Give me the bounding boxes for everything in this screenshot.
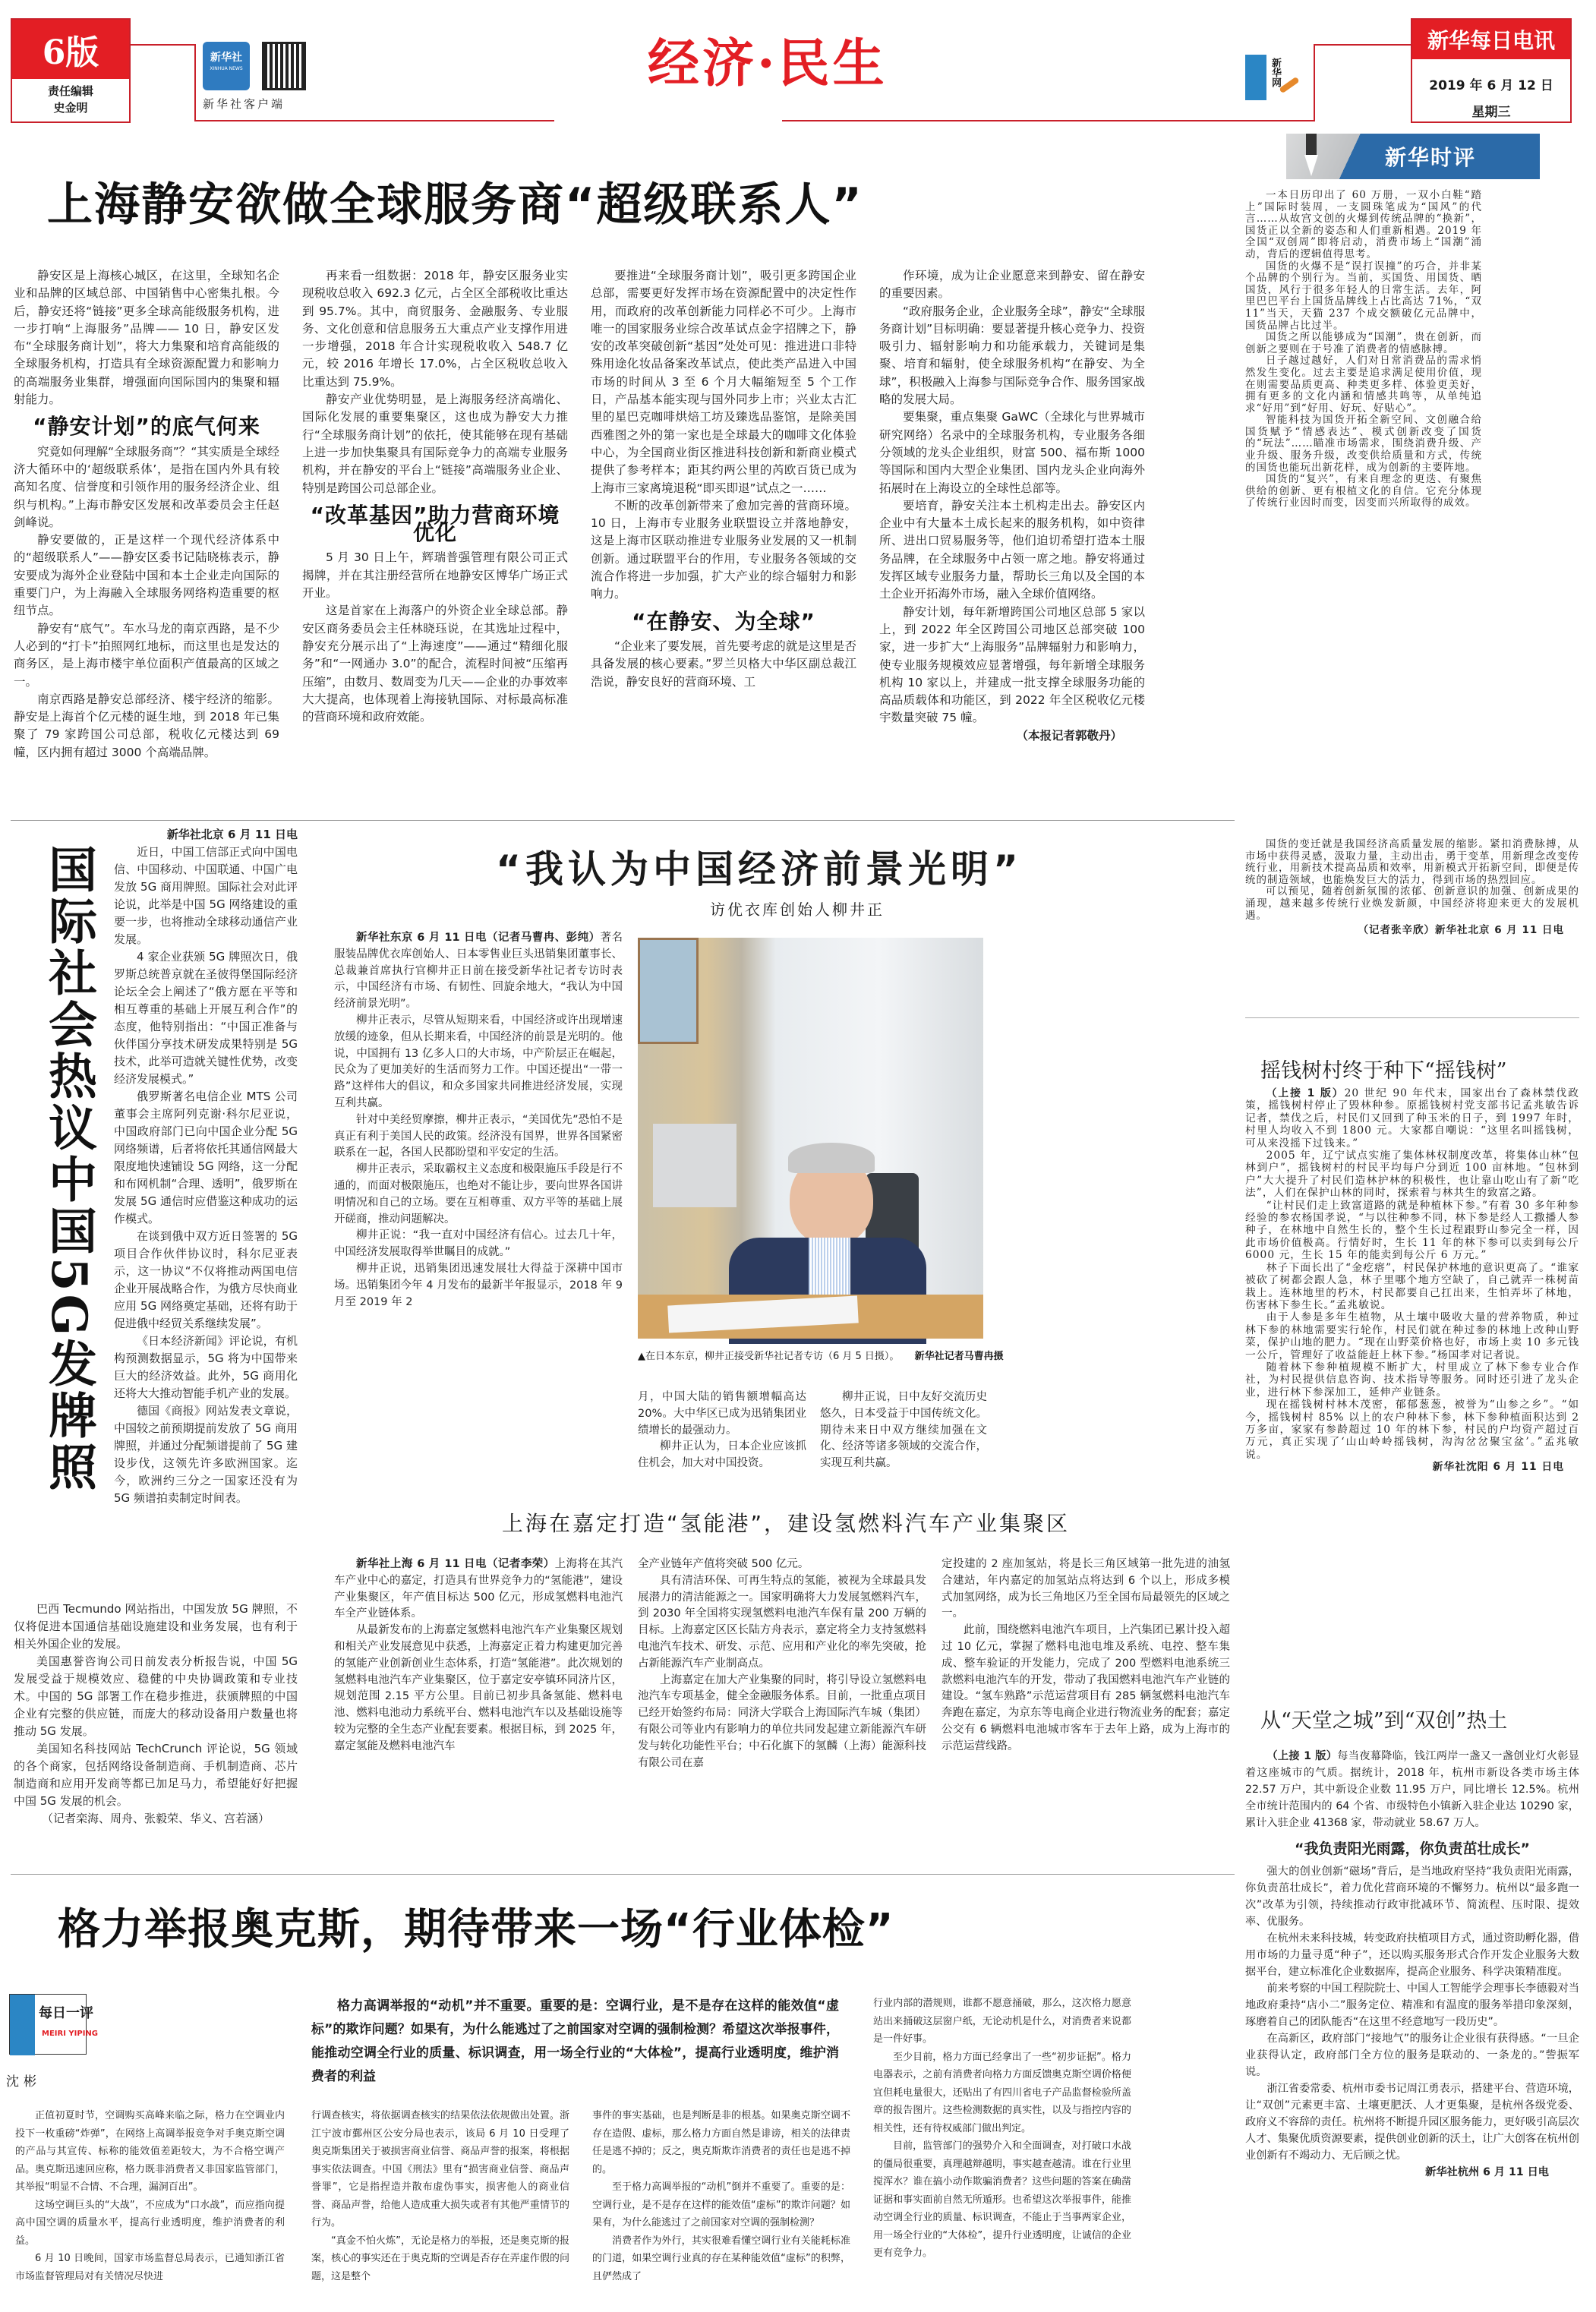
gree-col-2	[311, 2107, 569, 2285]
badge-title: 每日一评	[39, 2005, 93, 2021]
lead-text: 上海将在其汽车产业中心的嘉定，打造具有世界竞争力的“氢能港”，建设产业集聚区，年产值目标达 500 亿元，形成氢燃料电池汽车全产业链体系。	[334, 1558, 623, 1620]
headline-hangzhou: 从“天堂之城”到“双创”热土	[1260, 1709, 1508, 1733]
gree-col-3	[592, 2107, 850, 2285]
app-logo-subtext: XINHUA NEWS	[210, 66, 243, 71]
paragraph: 静安要做的，正是这样一个现代经济体系中的“超级联系人”——静安区委书记陆晓栋表示，静安要成为海外企业登陆中国和本土企业走向国际的重要门户，为上海融入全球服务网络构造重要的枢纽节点。	[14, 533, 279, 618]
paragraph: “让村民们走上致富道路的就是种植林下参。”有着 30 多年种参经验的参农杨国孝说，“与以往种参不同，林下参是经人工撒播人参种子，在林地中自然生长的，整个生长过程跟野山参完全一样，因此市场价值极高。行情好时，生长 11 年的林下参可以卖到每公斤 6000 元，生长 15 年的能卖到每公斤 6 万元。”	[1245, 1199, 1579, 1262]
paragraph: 国货的火爆不是“误打误撞”的巧合，并非某个品牌的个别行为。当前，买国货、用国货、晒国货，风行于很多年轻人的日常生活。去年，阿里巴巴平台上国货品牌线上占比高达 71%，“双 11”当天，天猫 237 个成交额破亿元品牌中，国货品牌占比过半。	[1245, 260, 1482, 332]
paragraph: 静安计划，每年新增跨国公司地区总部 5 家以上，到 2022 年全区跨国公司地区总部突破 100 家，进一步扩大“上海服务”品牌辐射力和影响力，使专业服务规模效应显著增强，每年新增全球服务机构 10 家以上，并建成一批支撑全球服务功能的高品质载体和功能区，到 2022 年全区税收亿元楼宇数量突破 75 幢。	[879, 604, 1145, 725]
paragraph: 月，中国大陆的销售额增幅高达 20%。大中华区已成为迅销集团业绩增长的最强动力。	[638, 1391, 806, 1437]
paragraph: 要集聚，重点集聚 GaWC（全球化与世界城市研究网络）名录中的全球服务机构，专业服务各细分领域的龙头企业组织，财富 500、福布斯 1000 等国际和国内大型企业集团、国内龙头企业向海外拓展时在上海设立的全球性总部等。	[879, 410, 1145, 495]
byline: （本报记者郭敬丹）	[1016, 728, 1122, 743]
photo-tadashi-yanai	[638, 938, 983, 1339]
paragraph: 巴西 Tecmundo 网站指出，中国发放 5G 牌照，不仅将促进本国通信基础设施建设和业务发展，也有利于相关外国企业的发展。	[14, 1602, 298, 1651]
paragraph: 俄罗斯著名电信企业 MTS 公司董事会主席阿列克谢·科尔尼亚说，中国政府部门已向中国企业分配 5G 网络频谱，后者将依托其通信网最大限度地快速铺设 5G 网络，这一分配和布网机制“合理、透明”，俄罗斯在发展 5G 通信时应借鉴这种成功的运作模式。	[114, 1090, 298, 1225]
xinhua-app-logo[interactable]	[203, 42, 250, 90]
edition-number: 6版	[12, 20, 129, 79]
hydrogen-col-2	[638, 1557, 926, 1771]
meiri-yiping-badge	[9, 1994, 98, 2055]
lead-continued: （上接 1 版）	[1266, 1750, 1338, 1762]
paragraph: 具有清洁环保、可再生特点的氢能，被视为全球最具发展潜力的清洁能源之一。国家明确将大力发展氢燃料汽车，到 2030 年全国将实现氢燃料电池汽车保有量 200 万辆的目标。上海嘉定区区长陆方舟表示，嘉定将全力支持氢燃料电池汽车技术、研发、示范、应用和产业化的率先突破，抢占新能源汽车产业制高点。	[638, 1574, 926, 1670]
paragraph: 针对中美经贸摩擦，柳井正表示，“美国优先”恐怕不是真正有利于美国人民的政策。经济没有国界，世界各国紧密联系在一起，各国人民都盼望和平安定的生活。	[334, 1113, 623, 1159]
masthead-rule	[194, 44, 196, 121]
paragraph: 智能科技为国货开拓全新空间、文创融合给国货赋予“情感表达”、模式创新改变了国货的“玩法”……瞄准市场需求，围绕消费升级、产业升级、服务升级，改变供给质量和方式，传统的国货也能玩出新花样，成为创新的主要阵地。	[1245, 414, 1482, 474]
paragraph: 行调查核实，将依据调查核实的结果依法依规做出处置。浙江宁波市鄞州区公安分局也表示，该局 6 月 10 日受理了奥克斯集团关于被损害商业信誉、商品声誉的报案，将根据事实依法调查。中国《刑法》里有“损害商业信誉、商品声誉罪”，它是指捏造并散布虚伪事实，损害他人的商业信誉、商品声誉，给他人造成重大损失或者有其他严重情节的行为。	[311, 2110, 569, 2228]
headline-hydrogen: 上海在嘉定打造“氢能港”，建设氢燃料汽车产业集聚区	[501, 1511, 1070, 1536]
gree-deck: 格力高调举报的“动机”并不重要。重要的是：空调行业，是不是存在这样的能效值“虚标”的欺诈问题？如果有，为什么能逃过了之前国家对空调的强制检测？希望这次举报事件，能推动空调全行业的质量、标识调查，用一场全行业的“大体检”，提高行业透明度，维护消费者的利益	[311, 1998, 839, 2084]
news-n-icon	[1245, 55, 1266, 100]
paragraph: 4 家企业获颁 5G 牌照次日，俄罗斯总统普京就在圣彼得堡国际经济论坛全会上阐述了“俄方愿在平等和相互尊重的基础上开展互利合作”的态度，他特别指出：“中国正准备与伙伴国分享技术研发成果特别是 5G 技术，此举可造就关键性优势，改变经济发展模式。”	[114, 950, 298, 1086]
paragraph: 消费者作为外行，其实很难看懂空调行业有关能耗标准的门道，如果空调行业真的存在某种能效值“虚标”的积弊，且俨然成了	[592, 2235, 850, 2282]
masthead-rule	[782, 120, 1315, 121]
paragraph: 强大的创业创新“磁场”背后，是当地政府坚持“我负责阳光雨露，你负责茁壮成长”，着力优化营商环境的不懈努力。杭州以“最多跑一次”改革为引领，持续推动行政审批减环节、简流程、压时限、提效率、优服务。	[1245, 1866, 1579, 1928]
paragraph: 定投建的 2 座加氢站，将是长三角区域第一批先进的油氢合建站，年内嘉定的加氢站点将达到 6 个以上，形成多模式加氢网络，成为长三角地区乃至全国布局最领先的区域之一。	[942, 1558, 1230, 1620]
editor-label: 责任编辑	[47, 84, 93, 98]
masthead-rule	[194, 120, 554, 121]
g5-wide-col	[14, 1601, 298, 1828]
headline-uniqlo: “我认为中国经济前景光明”	[496, 847, 1023, 891]
person-hair	[788, 1143, 875, 1173]
qr-code-icon[interactable]	[262, 42, 306, 90]
paragraph: 至少目前，格力方面已经拿出了一些“初步证据”。格力电器表示，之前有消费者向格力方面反馈奥克斯空调价格便宜但耗电量很大，还贴出了有四川省电子产品监督检验所盖章的报告图片。这些检测数据的真实性，以及与指控内容的相关性，还有待权威部门做出判定。	[873, 2051, 1131, 2134]
paragraph: 全产业链年产值将突破 500 亿元。	[638, 1558, 809, 1570]
jingan-col-1	[14, 267, 279, 762]
divider	[1245, 1017, 1579, 1018]
paragraph: 6 月 10 日晚间，国家市场监督总局表示，已通知浙江省市场监督管理局对有关情况尽快进	[15, 2253, 285, 2282]
paragraph: 正值初夏时节，空调购买高峰来临之际，格力在空调业内投下一枚重磅“炸弹”，在网络上高调举报竞争对手奥克斯空调的产品与其宣传、标称的能效值差距较大，为不合格空调产品。奥克斯迅速回应称，格力既非消费者又非国家监管部门，其举报“明显不合情、不合理，漏洞百出”。	[15, 2110, 285, 2193]
dateline: 新华社杭州 6 月 11 日电	[1425, 2166, 1549, 2178]
jingan-col-4	[879, 267, 1145, 745]
uniqlo-col-2	[638, 1389, 806, 1472]
app-logo-text: 新华社	[210, 52, 242, 64]
headline-5g: 国际社会热议中国5G发牌照	[40, 844, 97, 1494]
headline-moneytree: 摇钱树村终于种下“摇钱树”	[1260, 1059, 1507, 1083]
paragraph	[1245, 1087, 1579, 1150]
uniqlo-col-3	[820, 1389, 987, 1472]
uniqlo-col-1	[334, 930, 623, 1311]
paragraph: 要推进“全球服务商计划”，吸引更多跨国企业总部，需要更好发挥市场在资源配置中的决定性作用，而政府的改革创新能力同样必不可少。上海市唯一的国家服务业综合改革试点金字招牌之下，静安的改革突破创新“基因”处处可见：推进进口非特殊用途化妆品备案改革试点，使此类产品进入中国市场的时间从 3 至 6 个月大幅缩短至 5 个工作日，产品基本能实现与国外同步上市；兴业太古汇里的星巴克咖啡烘焙工坊及臻选品鉴馆，是除美国西雅图之外的第一家也是全球最大的咖啡文化体验中心，为全国商业街区推进科技创新和新商业模式提供了参考样本；距其约两公里的芮欧百货已成为上海市三家离境退税“即买即退”试点之一……	[591, 269, 856, 495]
badge-stripe	[10, 1995, 35, 2055]
photo-credit: 新华社记者马曹冉摄	[914, 1351, 1004, 1362]
paragraph: 一本日历印出了 60 万册，一双小白鞋“踏上”国际时装周，一支圆珠笔成为“国风”的代言……从故宫文创的火爆到传统品牌的“换新”，国货正以全新的姿态和人们重新相遇。2019 年全国“双创周”即将启动，消费市场上“国潮”涌动，背后的逻辑值得思考。	[1245, 189, 1482, 260]
paragraph	[334, 1557, 623, 1623]
paragraph: 柳井正表示，尽管从短期来看，中国经济或许出现增速放缓的迹象，但从长期来看，中国经济的前景是光明的。他说，中国拥有 13 亿多人口的大市场，中产阶层正在崛起，民众为了更加美好的生活而努力工作。中国还提出“一带一路”这样伟大的倡议，和众多国家共同推进经济发展，实现互利共赢。	[334, 1014, 623, 1109]
paragraph: 在杭州未来科技城，转变政府扶植项目方式，通过资助孵化器，借用市场的力量寻觅“种子”，还以购买服务形式合作开发企业服务大数据平台，建立标准化企业数据库，提高企业服务、科学决策精准度。	[1245, 1932, 1579, 1978]
paragraph: 柳井正表示，采取霸权主义态度和极限施压手段是行不通的，而面对极限施压，也绝对不能让步，要向世界各国讲明情况和自己的立场。要在互相尊重、双方平等的基础上展开磋商，推动问题解决。	[334, 1163, 623, 1225]
paragraph: 林子下面长出了“金疙瘩”，村民保护林地的意识更高了。“谁家被砍了树都会跟人急，林子里哪个地方空缺了，自己就弄一株树苗栽上。连林地里的朽木，村民都要自己扛出来，生怕弄坏了林地，伤害林下参生长。”孟兆敏说。	[1245, 1261, 1579, 1311]
paragraph: 静安有“底气”。车水马龙的南京西路，是不少人必到的“打卡”拍照网红地标，而这里也是发达的商务区，是上海市楼宇单位面积产值最高的区域之一。	[14, 621, 279, 689]
subhead: “改革基因”助力营商环境优化	[310, 502, 560, 546]
section-title: 经济·民生	[648, 33, 888, 94]
paragraph: 前来考察的中国工程院院士、中国人工智能学会理事长李德毅对当地政府秉持“店小二”服务定位、精准和有温度的服务举措印象深刻，琢磨着自己的团队能否“在这里不经意地写一段历史”。	[1245, 1982, 1579, 2028]
pen-icon	[1306, 134, 1317, 155]
paragraph: 德国《商报》网站发表文章说，中国较之前预期提前发放了 5G 商用牌照，并通过分配频谱提前了 5G 建设步伐，这领先许多欧洲国家。迄今，欧洲约三分之一国家还没有为 5G 频谱拍卖制定时间表。	[114, 1404, 298, 1505]
paragraph: 《日本经济新闻》评论说，有机构预测数据显示，5G 将为中国带来巨大的经济效益。此外，5G 商用化还将大大推动智能手机产业的发展。	[114, 1334, 298, 1400]
xinhuanet-logo-text: 新华网	[1270, 58, 1281, 87]
paragraph: 国货的变迁就是我国经济高质量发展的缩影。紧扣消费脉搏，从市场中获得灵感，汲取力量，主动出击，勇于变革，用新理念改变传统行业，用新技术提高品质和效率，用新模式开拓新空间，即便是传统的制造领域，也能焕发巨大的活力，得到市场的热烈回应。	[1245, 838, 1579, 886]
issue-date: 2019 年 6 月 12 日	[1429, 78, 1553, 93]
paragraph: 目前，监管部门的强势介入和全面调查，对打破口水战的僵局很重要，真理越辩越明，事实越查越清。谁在行业里搅浑水？谁在搞小动作欺骗消费者？这些问题的答案在确凿证据和事实面前自然无所遁形。也希望这次举报事件，能推动空调全行业的质量、标识调查，不能止于当事两家企业，用一场全行业的“大体检”，提升行业透明度，让诚信的企业更有竞争力。	[873, 2140, 1131, 2259]
editor-credit	[12, 79, 129, 121]
lead-text: 20 世纪 90 年代末，国家出台了森林禁伐政策，摇钱树村停止了毁林种参。原摇钱树村党支部书记孟兆敏告诉记者，禁伐之后，村民们又回到了种玉米的日子，到 1997 年时，村里人均收入不到 1800 元。大家都自嘲说：“这里名叫摇钱树，可从来没摇下过钱来。”	[1245, 1087, 1579, 1150]
paragraph: 再来看一组数据：2018 年，静安区服务业实现税收总收入 692.3 亿元，占全区全部税收比重达到 95.7%。其中，商贸服务、金融服务、专业服务、文化创意和信息服务五大重点产业支撑作用进一步增强，2018 年合计实现税收收入 548.7 亿元，较 2016 年增长 17.0%，占全区税收总收入比重达到 75.9%。	[302, 269, 568, 389]
byline: （记者栾海、周舟、张毅荣、华义、宫若涵）	[41, 1812, 270, 1825]
lead-text: 每当夜幕降临，钱江两岸一盏又一盏创业灯火彰显着这座城市的气质。据统计，2018 年，杭州市新设各类市场主体 22.57 万户，其中新设企业数 11.95 万户，同比增长 12.5%。杭州全市统计范围内的 64 个省、市级特色小镇新入驻企业达 10290 家，累计入驻企业 41368 家，带动就业 58.67 万人。	[1245, 1750, 1579, 1829]
lead-dateline: 新华社上海 6 月 11 日电（记者李荣）	[356, 1558, 555, 1570]
paragraph: 柳井正说：“我一直对中国经济有信心。过去几十年，中国经济发展取得举世瞩目的成就。”	[334, 1229, 623, 1259]
g5-narrow-col	[114, 826, 298, 1507]
lead-continued: （上接 1 版）	[1266, 1087, 1345, 1099]
paragraph: “企业来了要发展，首先要考虑的就是这里是否具备发展的核心要素。”罗兰贝格大中华区副总裁江浩说，静安良好的营商环境、工	[591, 639, 856, 689]
jingan-col-2	[302, 267, 568, 726]
paragraph: 5 月 30 日上午，辉瑞普强管理有限公司正式揭牌，并在其注册经营所在地静安区博华广场正式开业。	[302, 550, 568, 601]
subhead: “我负责阳光雨露，你负责茁壮成长”	[1295, 1840, 1530, 1857]
paragraph: 此前，围绕燃料电池汽车项目，上汽集团已累计投入超过 10 亿元，掌握了燃料电池电堆及系统、电控、整车集成、整车验证的开发能力，完成了 200 型燃料电池系统三款燃料电池汽车的开发，带动了我国燃料电池汽车产业链的建设。“氢车熟路”示范运营项目有 285 辆氢燃料电池汽车奔跑在嘉定，为京东等电商企业进行物流业务的配套；嘉定公交有 6 辆燃料电池城市客车于去年上路，成为上海市的示范运营线路。	[942, 1624, 1230, 1752]
paragraph: 国货的“复兴”，有来自理念的更迭、有聚焦供给的创新、更有根植文化的自信。它充分体现了传统行业因时而变，因变而兴所取得的成效。	[1245, 473, 1482, 509]
commentary-body-wide	[1245, 839, 1579, 937]
paragraph: 南京西路是静安总部经济、楼宇经济的缩影。静安是上海首个亿元楼的诞生地，到 2018 年已集聚了 79 家跨国公司总部，税收亿元楼达到 69 幢，区内拥有超过 3000 个高端品牌。	[14, 692, 279, 759]
paragraph: 随着林下参种植规模不断扩大，村里成立了林下参专业合作社，为村民提供信息咨询、技术指导等服务。同时还引进了龙头企业，进行林下参深加工，延伸产业链条。	[1245, 1361, 1579, 1399]
byline: （记者张辛欣）新华社北京 6 月 11 日电	[1358, 924, 1564, 937]
caption-text: ▲在日本东京，柳井正接受新华社记者专访（6 月 5 日摄）。	[638, 1351, 900, 1362]
paragraph: 要培育，静安关注本土机构走出去。静安区内企业中有大量本土成长起来的服务机构，如中资律所、进出口贸易服务等，他们迫切希望打造本土服务品牌，在全球服务中占领一席之地。静安将通过发挥区域专业服务力量，帮助长三角以及全国的本土企业开拓海外市场，融入全球价值网络。	[879, 498, 1145, 601]
lead-dateline: 新华社东京 6 月 11 日电（记者马曹冉、彭纯）	[356, 932, 601, 944]
edition-box	[11, 18, 131, 123]
photo-caption	[638, 1348, 1004, 1362]
paragraph: 由于人参是多年生植物，从土壤中吸收大量的营养物质，种过林下参的林地需要实行轮作，村民们就在种过参的林地上改种山野菜，保护山地的肥力。“现在山野菜价格也好，市场上卖 10 多元钱一公斤，管理好了收益能赶上林下参。”杨国孝对记者说。	[1245, 1311, 1579, 1361]
xinhuanet-logo	[1245, 55, 1300, 102]
gree-col-4	[873, 1995, 1131, 2263]
paragraph: 不断的改革创新带来了愈加完善的营商环境。10 日，上海市专业服务业联盟设立并落地静安，这是上海市区联动推进专业服务业发展的又一机制创新。通过联盟平台的作用，专业服务各领域的交流合作将进一步加强，扩大产业的综合辐射力和影响力。	[591, 498, 856, 601]
masthead-rule	[1314, 44, 1315, 121]
paragraph: 柳井正认为，日本企业应该抓住机会，加大对中国投资。	[638, 1440, 806, 1470]
paragraph: 作环境，成为让企业愿意来到静安、留在静安的重要因素。	[879, 269, 1145, 301]
gree-col-1	[15, 2107, 285, 2285]
commentary-body-narrow	[1245, 190, 1482, 509]
paper-box	[1411, 18, 1572, 123]
paragraph	[334, 930, 623, 1013]
paragraph: 在高新区，政府部门“接地气”的服务让企业很有获得感。“一旦企业获得认定，政府部门全方位的服务是联动的、一条龙的。”訾振军说。	[1245, 2033, 1579, 2078]
paragraph: 柳井正说，迅销集团迅速发展壮大得益于深耕中国市场。迅销集团今年 4 月发布的最新半年报显示，2018 年 9 月至 2019 年 2	[334, 1262, 623, 1308]
paragraph: 国货之所以能够成为“国潮”，贵在创新，而创新之要则在于号准了消费者的情感脉搏。	[1245, 331, 1482, 355]
paragraph: 这场空调巨头的“大战”，不应成为“口水战”，而应指向提高中国空调的质量水平，提高行业透明度，维护消费者的利益。	[15, 2199, 285, 2247]
paragraph: 日子越过越好，人们对日常消费品的需求悄然发生变化。过去主要是追求满足使用价值，现在则需要品质更高、种类更多样、体验更美好，拥有更多的文化内涵和情感共鸣等，从单纯追求“好用”到“好用、好玩、好贴心”。	[1245, 355, 1482, 415]
hydrogen-col-1	[334, 1557, 623, 1755]
headline-gree: 格力举报奥克斯，期待带来一场“行业体检”	[58, 1905, 894, 1954]
dateline: 新华社北京 6 月 11 日电	[166, 828, 298, 841]
pen-nib-icon	[1304, 155, 1318, 176]
divider	[11, 820, 1235, 821]
headline-jingan: 上海静安欲做全球服务商“超级联系人”	[47, 178, 863, 232]
hydrogen-col-3	[942, 1557, 1230, 1755]
paragraph: 事件的事实基础，也是判断是非的根基。如果奥克斯空调不存在造假、虚标，那么格力方面自然是诽谤，相关的法律责任是逃不掉的；反之，奥克斯欺诈消费者的责任也是逃不掉的。	[592, 2110, 850, 2175]
dateline: 新华社沈阳 6 月 11 日电	[1432, 1461, 1564, 1474]
wall-picture	[638, 938, 699, 1044]
jingan-col-3	[591, 267, 856, 691]
paragraph: 现在摇钱树村林木茂密，郁郁葱葱，被誉为“山参之乡”。“如今，摇钱树村 85% 以上的农户种林下参，林下参种植面积达到 2 万多亩，家家有参龄超过 10 年的林下参，村民的户均资产超过百万元，真正实现了‘山山岭岭摇钱树，沟沟岔岔聚宝盆’。”孟兆敏说。	[1245, 1399, 1579, 1461]
lead-text: 著名服装品牌优衣库创始人、日本零售业巨头迅销集团董事长、总裁兼首席执行官柳井正日前在接受新华社记者专访时表示，中国经济有市场、有韧性、回旋余地大，“我认为中国经济前景光明”。	[334, 932, 623, 1011]
paragraph: 行业内部的潜规则，谁都不愿意捅破，那么，这次格力愿意站出来捅破这层窗户纸，无论动机是什么，对消费者来说都是一件好事。	[873, 1998, 1131, 2045]
paragraph: “政府服务企业，企业服务全球”，静安“全球服务商计划”目标明确：要显著提升核心竞争力、投资吸引力、辐射影响力和功能承载力，关键词是集聚、培育和辐射，使全球服务机构“在静安、为全球”，积极融入上海参与国际竞争合作、服务国家战略的发展大局。	[879, 304, 1145, 407]
issue-weekday: 星期三	[1471, 105, 1511, 120]
paragraph: 2005 年，辽宁试点实施了集体林权制度改革，将集体山林“包林到户”，摇钱树村的村民平均每户分到近 100 亩林地。“包林到户”大大提升了村民们造林护林的积极性，也让靠山吃山有了新“吃法”，人们在保护山林的同时，探索着与林共生的致富之路。	[1245, 1150, 1579, 1200]
masthead-rule	[131, 44, 194, 46]
paragraph: 究竟如何理解“全球服务商”？“其实质是全球经济大循环中的‘超级联系体’，是指在国内外具有较高知名度、信誉度和引领作用的服务经济企业、组织与机构。”上海市静安区发展和改革委员会主任赵剑峰说。	[14, 444, 279, 529]
badge-title-en: MEIRI YIPING	[42, 2030, 98, 2038]
paragraph: 美国惠誉咨询公司日前发表分析报告说，中国 5G 发展受益于规模效应、稳健的中央协调政策和专业技术。中国的 5G 部署工作在稳步推进，获颁牌照的中国企业有完整的供应链，而庞大的移动设备用户数量也将推动 5G 发展。	[14, 1654, 298, 1738]
paragraph: 近日，中国工信部正式向中国电信、中国移动、中国联通、中国广电发放 5G 商用牌照。国际社会对此评论说，此举是中国 5G 网络建设的重要一步，也将推动全球移动通信产业发展。	[114, 845, 298, 946]
paragraph: 柳井正说，日中友好交流历史悠久，日本受益于中国传统文化。期待未来日中双方继续加强在文化、经济等诸多领域的交流合作，实现互利共赢。	[820, 1391, 987, 1470]
subhead: “静安计划”的底气何来	[33, 414, 260, 440]
paragraph	[1245, 1748, 1579, 1831]
paragraph: 美国知名科技网站 TechCrunch 评论说，5G 领域的各个商家，包括网络设备制造商、手机制造商、芯片制造商和应用开发商等都已加足马力，希望能好好把握中国 5G 发展的机会。	[14, 1742, 298, 1808]
paper-name: 新华每日电讯	[1412, 20, 1570, 59]
author: 沈彬	[6, 2074, 41, 2090]
paragraph: “真金不怕火炼”，无论是格力的举报，还是奥克斯的报案，核心的事实还在于奥克斯的空调是否存在弄虚作假的问题，这是整个	[311, 2235, 569, 2282]
paragraph: 上海嘉定在加大产业集聚的同时，将引导设立氢燃料电池汽车专项基金，健全金融服务体系。目前，一批重点项目已经开始签约布局：同济大学联合上海国际汽车城（集团）有限公司等业内有影响力的单位共同发起建立新能源汽车研发与转化功能性平台；中石化旗下的氢麟（上海）能源科技有限公司在嘉	[638, 1673, 926, 1769]
paragraph: 可以预见，随着创新氛围的浓郁、创新意识的加强、创新成果的涌现，越来越多传统行业焕发新颜，中国经济将迎来更大的发展机遇。	[1245, 885, 1579, 922]
uniqlo-subtitle: 访优衣库创始人柳井正	[710, 901, 885, 919]
app-label: 新华社客户端	[203, 97, 285, 111]
subhead: “在静安、为全球”	[632, 608, 815, 634]
paragraph: 浙江省委常委、杭州市委书记周江勇表示，搭建平台、营造环境，让“双创”元素更丰富、土壤更肥沃、人才更集聚，是杭州各级党委、政府义不容辞的责任。杭州将不断提升园区服务能力，更好吸引高层次人才、集聚优质资源要素，提供创业创新的沃土，让广大创客在杭州创业创新有不竭动力、无后顾之忧。	[1245, 2083, 1579, 2162]
hangzhou-body	[1245, 1748, 1579, 2181]
commentary-banner-label: 新华时评	[1385, 145, 1477, 170]
paragraph: 至于格力高调举报的“动机”倒并不重要了。重要的是：空调行业，是不是存在这样的能效值“虚标”的欺诈问题？如果有，为什么能逃过了之前国家对空调的强制检测？	[592, 2181, 850, 2228]
paragraph: 这是首家在上海落户的外资企业全球总部。静安区商务委员会主任林晓珏说，在其选址过程中，静安充分展示出了“上海速度”——通过“精细化服务”和“一网通办 3.0”的配合，流程时间被“压缩再压缩”，由数月、数周变为几天——企业的办事效率大大提高，也体现着上海接轨国际、对标最高标准的营商环境和政府效能。	[302, 604, 568, 724]
paragraph: 静安产业优势明显，是上海服务经济高端化、国际化发展的重要集聚区，这也成为静安大力推行“全球服务商计划”的依托，使其能够在现有基础上进一步加快集聚具有国际竞争力的高端专业服务机构，并在静安的平台上“链接”高端服务业企业、特别是跨国公司总部企业。	[302, 393, 568, 495]
paragraph: 从最新发布的上海嘉定氢燃料电池汽车产业集聚区规划和相关产业发展意见中获悉，上海嘉定正着力构建更加完善的氢能产业创新创业生态体系，打造“氢能港”。此次规划的氢燃料电池汽车产业集聚区，位于嘉定安亭镇环同济片区，规划范围 2.15 平方公里。目前已初步具备氢能、燃料电池、燃料电池动力系统平台、燃料电池汽车以及基础设施等较为完整的全生态产业配套要素。根据目标，到 2025 年，嘉定氢能及燃料电池汽车	[334, 1624, 623, 1752]
editor-name: 史金明	[53, 101, 88, 115]
paragraph: 在谈到俄中双方近日签署的 5G 项目合作伙伴协议时，科尔尼亚表示，这一协议“不仅将推动两国电信企业开展战略合作，为俄方尽快商业应用 5G 网络奠定基础，还将有助于促进俄中经贸关系继续发展”。	[114, 1229, 298, 1330]
paragraph: 静安区是上海核心城区，在这里，全球知名企业和品牌的区域总部、中国销售中心密集扎根。今后，静安还将“链接”更多全球高能级服务机构，进一步打响“上海服务”品牌—— 10 日，静安区发布“全球服务商计划”，将大力集聚和培育高能级的全球服务机构，打造具有全球资源配置力和影响力的高端服务业集群，增强面向国际国内的集聚和辐射能力。	[14, 269, 279, 407]
moneytree-body	[1245, 1087, 1579, 1474]
printer	[653, 1124, 736, 1207]
masthead-rule	[1314, 44, 1411, 46]
commentary-banner	[1286, 134, 1540, 179]
divider	[11, 1874, 1235, 1875]
